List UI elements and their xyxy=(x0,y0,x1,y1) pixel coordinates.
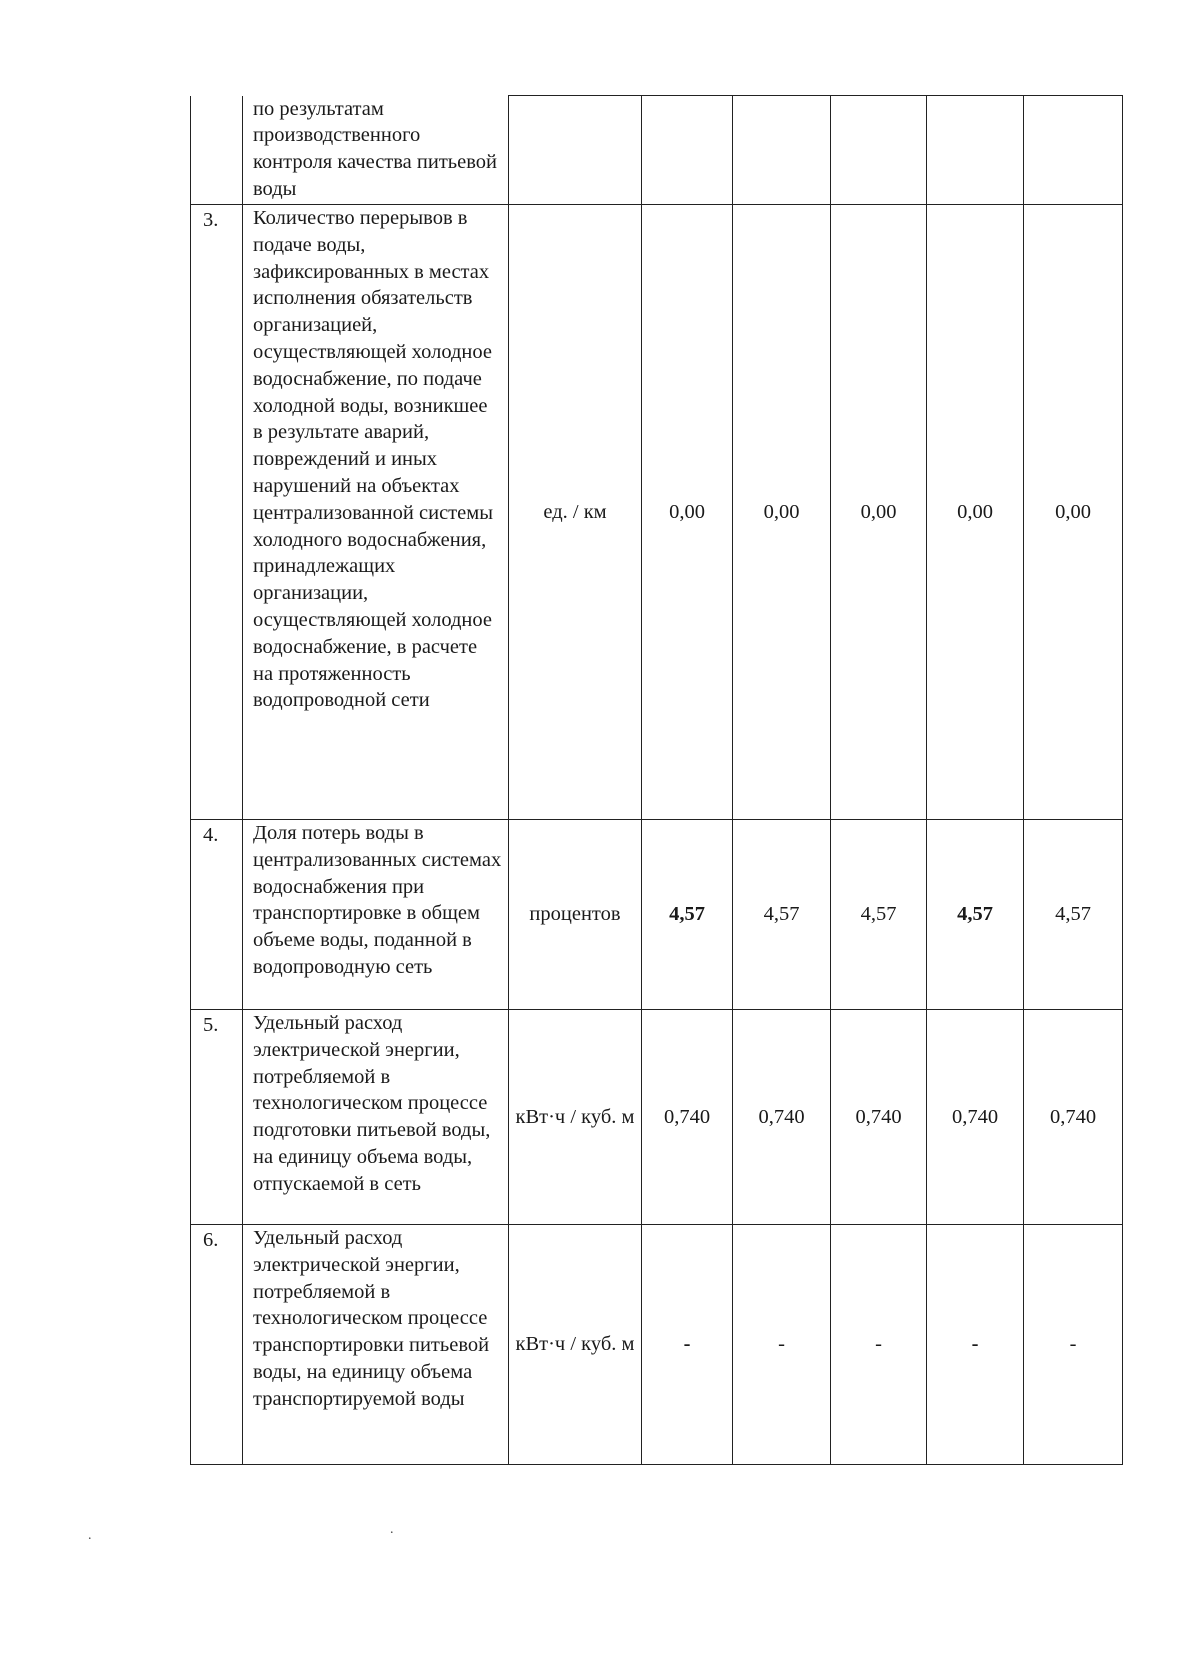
row-number xyxy=(191,96,243,205)
row-number: 4. xyxy=(191,820,243,1010)
unit-cell xyxy=(509,96,642,205)
table-row xyxy=(191,1010,1123,1225)
unit-cell: ед. / км xyxy=(509,205,642,820)
value-cell xyxy=(1024,96,1123,205)
scan-speck: . xyxy=(88,1528,92,1543)
value-cell: - xyxy=(733,1225,831,1465)
row-number: 6. xyxy=(191,1225,243,1465)
row-number: 5. xyxy=(191,1010,243,1225)
table-row xyxy=(191,205,1123,820)
table-row xyxy=(191,820,1123,1010)
indicator-name: Доля потерь воды в централизованных системах водоснабжения при транспортировке в общем объеме воды, поданной в водопроводную сеть xyxy=(243,820,509,1010)
value-cell: 0,00 xyxy=(831,205,927,820)
indicators-table xyxy=(190,95,1123,1465)
unit-cell: кВт·ч / куб. м xyxy=(509,1225,642,1465)
value-cell: 0,00 xyxy=(733,205,831,820)
indicator-name: Удельный расход электрической энергии, потребляемой в технологическом процессе подготовки питьевой воды, на единицу объема воды, отпускаемой в сеть xyxy=(243,1010,509,1225)
value-cell xyxy=(831,96,927,205)
unit-cell: кВт·ч / куб. м xyxy=(509,1010,642,1225)
value-cell: 4,57 xyxy=(927,820,1024,1010)
indicator-name: Количество перерывов в подаче воды, зафиксированных в местах исполнения обязательств организацией, осуществляющей холодное водоснабжение, по подаче холодной воды, возникшее в результате аварий, повреждений и иных нарушений на объектах централизованной системы холодного водоснабжения, принадлежащих организации, осуществляющей холодное водоснабжение, в расчете на протяженность водопроводной сети xyxy=(243,205,509,820)
value-cell: 0,740 xyxy=(642,1010,733,1225)
value-cell: 0,740 xyxy=(733,1010,831,1225)
value-cell: 0,740 xyxy=(831,1010,927,1225)
value-cell: - xyxy=(831,1225,927,1465)
indicator-name: по результатам производственного контроля качества питьевой воды xyxy=(243,96,509,205)
value-cell: 4,57 xyxy=(831,820,927,1010)
table-row xyxy=(191,96,1123,205)
indicator-name: Удельный расход электрической энергии, потребляемой в технологическом процессе транспортировки питьевой воды, на единицу объема транспортируемой воды xyxy=(243,1225,509,1465)
value-cell: - xyxy=(642,1225,733,1465)
value-cell: 0,740 xyxy=(927,1010,1024,1225)
table-row xyxy=(191,1225,1123,1465)
value-cell: 0,00 xyxy=(642,205,733,820)
value-cell: 4,57 xyxy=(642,820,733,1010)
row-number: 3. xyxy=(191,205,243,820)
value-cell: 0,00 xyxy=(927,205,1024,820)
value-cell: 0,740 xyxy=(1024,1010,1123,1225)
value-cell: 4,57 xyxy=(733,820,831,1010)
value-cell: - xyxy=(927,1225,1024,1465)
unit-cell: процентов xyxy=(509,820,642,1010)
value-cell xyxy=(733,96,831,205)
value-cell: 4,57 xyxy=(1024,820,1123,1010)
value-cell xyxy=(927,96,1024,205)
value-cell: 0,00 xyxy=(1024,205,1123,820)
value-cell xyxy=(642,96,733,205)
scan-speck: . xyxy=(390,1522,394,1537)
value-cell: - xyxy=(1024,1225,1123,1465)
